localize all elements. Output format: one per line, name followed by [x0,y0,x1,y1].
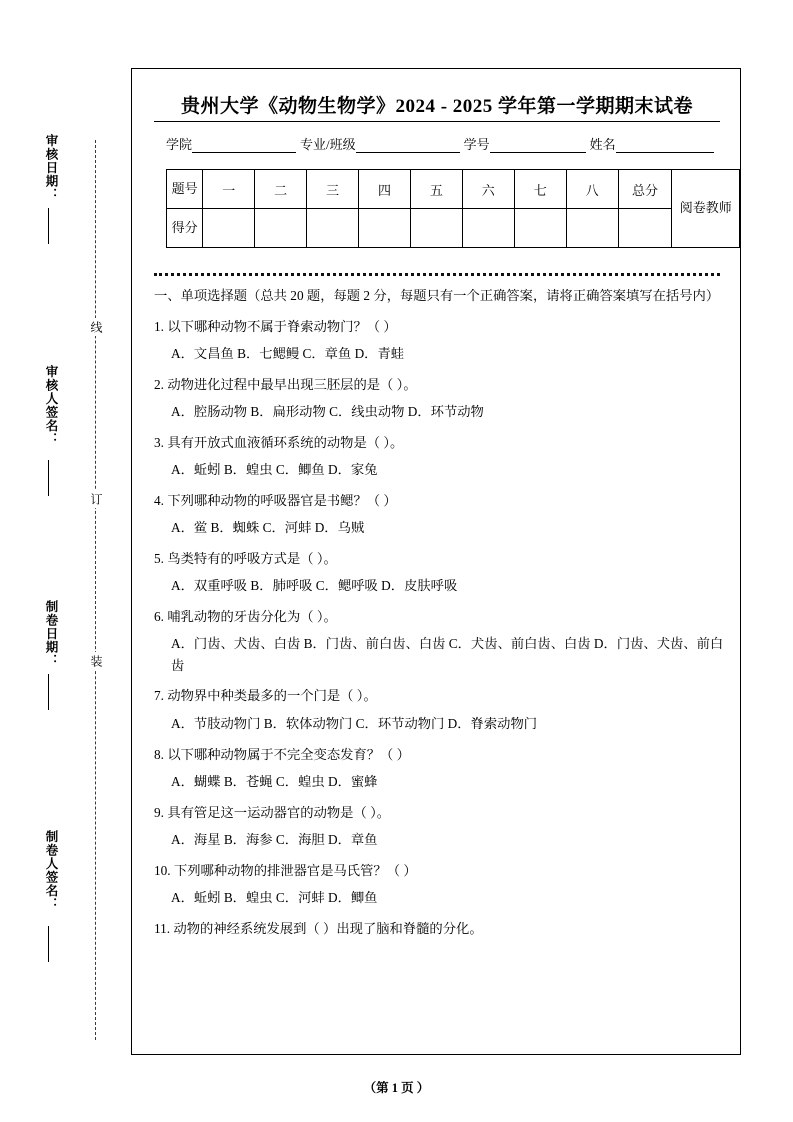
question-2-number: 2. [154,376,164,392]
question-3-number: 3. [154,434,164,450]
col-header-1: 一 [203,170,255,209]
auditor-signature-label: 审核人签名： [44,365,58,446]
question-9 [154,802,724,824]
question-9-text: 具有管足这一运动器官的动物是（ ）。 [167,804,391,820]
question-1-text: 以下哪种动物不属于脊索动物门？（ ） [167,318,397,334]
question-6 [154,606,724,628]
question-7-number: 7. [154,688,164,704]
fold-mark-xian: 线 [88,318,105,336]
fold-mark-zhuang: 装 [88,652,105,670]
audit-date-label: 审核日期： [44,134,58,202]
question-10-number: 10. [154,862,171,878]
major-class-label: 专业/班级 [300,137,356,152]
major-class-field[interactable] [356,137,460,153]
question-4 [154,490,724,512]
papermaker-signature-blank [48,926,49,962]
col-header-4: 四 [359,170,411,209]
question-10 [154,860,724,882]
question-11 [154,918,724,940]
question-6-options: A．门齿、犬齿、白齿 B．门齿、前白齿、白齿 C．犬齿、前白齿、白齿 D．门齿、犬齿、前白齿 [171,636,724,673]
row-label-score-text: 得分 [171,220,198,236]
question-3-text: 具有开放式血液循环系统的动物是（ ）。 [167,434,404,450]
fold-mark-ding: 订 [88,490,105,508]
student-id-field[interactable] [490,137,586,153]
question-5-text: 鸟类特有的呼吸方式是（ ）。 [167,550,337,566]
question-1-number: 1. [154,318,164,334]
score-cell-6[interactable] [462,209,514,248]
exam-body [154,285,724,939]
question-10-options: A．蚯蚓 B．蝗虫 C．河蚌 D．鲫鱼 [171,890,378,906]
question-9-options: A．海星 B．海参 C．海胆 D．章鱼 [171,832,378,848]
question-9-number: 9. [154,804,164,820]
audit-date-blank [48,208,49,244]
question-2-options: A．腔肠动物 B．扁形动物 C．线虫动物 D．环节动物 [171,404,484,420]
student-info-line [166,131,718,153]
question-11-number: 11. [154,920,171,936]
col-header-5: 五 [410,170,462,209]
left-margin-sidebar [24,130,114,1050]
question-11-text: 动物的神经系统发展到（ ）出现了脑和脊髓的分化。 [173,920,483,936]
score-cell-1[interactable] [203,209,255,248]
col-header-6: 六 [462,170,514,209]
fold-dashed-line [95,140,96,1040]
table-row-scores [167,209,740,248]
question-6-number: 6. [154,608,164,624]
table-row-question-numbers [167,170,740,209]
question-3-options: A．蚯蚓 B．蝗虫 C．鲫鱼 D．家兔 [171,462,378,478]
col-header-2: 二 [255,170,307,209]
question-7-text: 动物界中种类最多的一个门是（ ）。 [167,688,377,704]
question-6-text: 哺乳动物的牙齿分化为（ ）。 [167,608,337,624]
score-table [166,169,740,248]
score-cell-3[interactable] [307,209,359,248]
score-cell-8[interactable] [566,209,618,248]
question-5-options: A．双重呼吸 B．肺呼吸 C．鳃呼吸 D．皮肤呼吸 [171,578,458,594]
col-header-3: 三 [307,170,359,209]
question-8-text: 以下哪种动物属于不完全变态发育？（ ） [167,746,410,762]
col-header-7: 七 [514,170,566,209]
question-2-text: 动物进化过程中最早出现三胚层的是（ ）。 [167,376,417,392]
question-10-text: 下列哪种动物的排泄器官是马氏管？（ ） [173,862,417,878]
student-id-label: 学号 [463,137,490,152]
papermaking-date-blank [48,674,49,710]
question-1-options: A．文昌鱼 B．七鳃鳗 C．章鱼 D．青蛙 [171,346,405,362]
name-label: 姓名 [589,137,616,152]
question-7 [154,685,724,707]
row-label-question-number-text: 题号 [171,181,198,197]
question-7-options: A．节肢动物门 B．软体动物门 C．环节动物门 D．脊索动物门 [171,715,538,731]
score-cell-2[interactable] [255,209,307,248]
page-footer: （第 1 页 ） [363,1081,430,1095]
question-5 [154,548,724,570]
name-field[interactable] [616,137,714,153]
section-heading: 一、单项选择题（总共 20 题，每题 2 分，每题只有一个正确答案，请将正确答案填写在括号内） [154,288,720,303]
page-title: 贵州大学《动物生物学》2024 - 2025 学年第一学期期末试卷 [180,96,694,117]
question-4-number: 4. [154,492,164,508]
score-cell-5[interactable] [410,209,462,248]
title-underline [154,121,720,122]
question-8-number: 8. [154,746,164,762]
college-field[interactable] [192,137,296,153]
question-8 [154,744,724,766]
question-8-options: A．蝴蝶 B．苍蝇 C．蝗虫 D．蜜蜂 [171,774,378,790]
papermaker-signature-label: 制卷人签名： [44,830,58,911]
exam-content-frame [131,68,741,1055]
question-2 [154,374,724,396]
row-label-score [167,209,203,248]
score-cell-total[interactable] [618,209,672,248]
question-5-number: 5. [154,550,164,566]
dotted-separator [154,273,720,276]
question-4-options: A．鲎 B．蜘蛛 C．河蚌 D．乌贼 [171,520,365,536]
college-label: 学院 [166,137,193,152]
row-label-question-number [167,170,203,209]
col-header-teacher [672,170,740,248]
score-cell-4[interactable] [359,209,411,248]
question-3 [154,432,724,454]
score-cell-7[interactable] [514,209,566,248]
col-header-8: 八 [566,170,618,209]
col-header-total: 总分 [618,170,672,209]
question-4-text: 下列哪种动物的呼吸器官是书鳃？（ ） [167,492,397,508]
papermaking-date-label: 制卷日期： [44,600,58,668]
auditor-signature-blank [48,460,49,496]
col-header-teacher-text: 阅卷教师 [679,200,732,216]
question-1 [154,316,724,338]
